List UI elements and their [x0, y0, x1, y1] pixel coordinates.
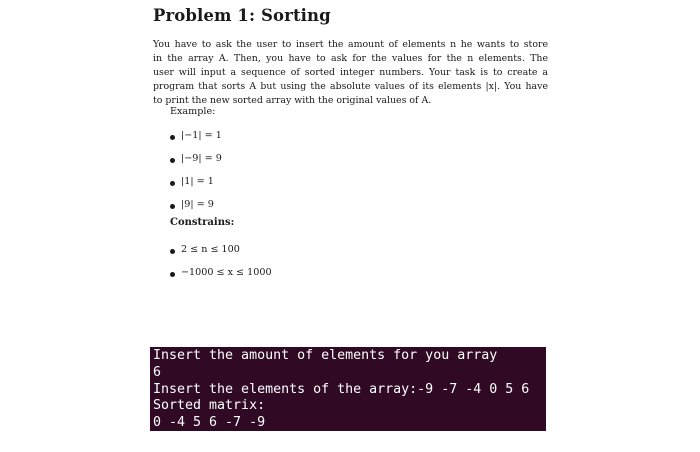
- constraint-expression: −1000 ≤ x ≤ 1000: [181, 267, 272, 278]
- description-line: user will input a sequence of sorted integer numbers. Your task is to create a: [153, 67, 548, 79]
- description-line: program that sorts A but using the absolute values of its elements |x|. You have: [153, 81, 548, 93]
- description-line: to print the new sorted array with the original values of A.: [153, 95, 432, 107]
- bullet-icon: [170, 181, 175, 186]
- bullet-icon: [170, 204, 175, 209]
- bullet-icon: [170, 249, 175, 254]
- description-line: in the array A. Then, you have to ask for the values for the n elements. The: [153, 53, 548, 65]
- description-line: You have to ask the user to insert the amount of elements n he wants to store: [153, 39, 548, 50]
- example-label: Example:: [170, 106, 216, 117]
- example-expression: |−1| = 1: [181, 130, 222, 141]
- example-expression: |−9| = 9: [181, 153, 222, 164]
- terminal-line: Insert the amount of elements for you array: [153, 348, 498, 363]
- terminal-line: Sorted matrix:: [153, 398, 266, 414]
- terminal-line: 0 -4 5 6 -7 -9: [153, 415, 266, 431]
- bullet-icon: [170, 158, 175, 163]
- example-expression: |1| = 1: [181, 176, 214, 187]
- problem-description: [153, 38, 548, 108]
- bullet-icon: [170, 272, 175, 277]
- terminal-line: 6: [153, 364, 162, 380]
- constraint-expression: 2 ≤ n ≤ 100: [181, 244, 240, 255]
- constraints-label: Constrains:: [170, 217, 235, 228]
- terminal-line: Insert the elements of the array:-9 -7 -4 0 5 6: [153, 381, 530, 397]
- terminal-output: [150, 347, 546, 431]
- bullet-icon: [170, 135, 175, 140]
- problem-title: Problem 1: Sorting: [153, 6, 331, 25]
- example-expression: |9| = 9: [181, 199, 214, 210]
